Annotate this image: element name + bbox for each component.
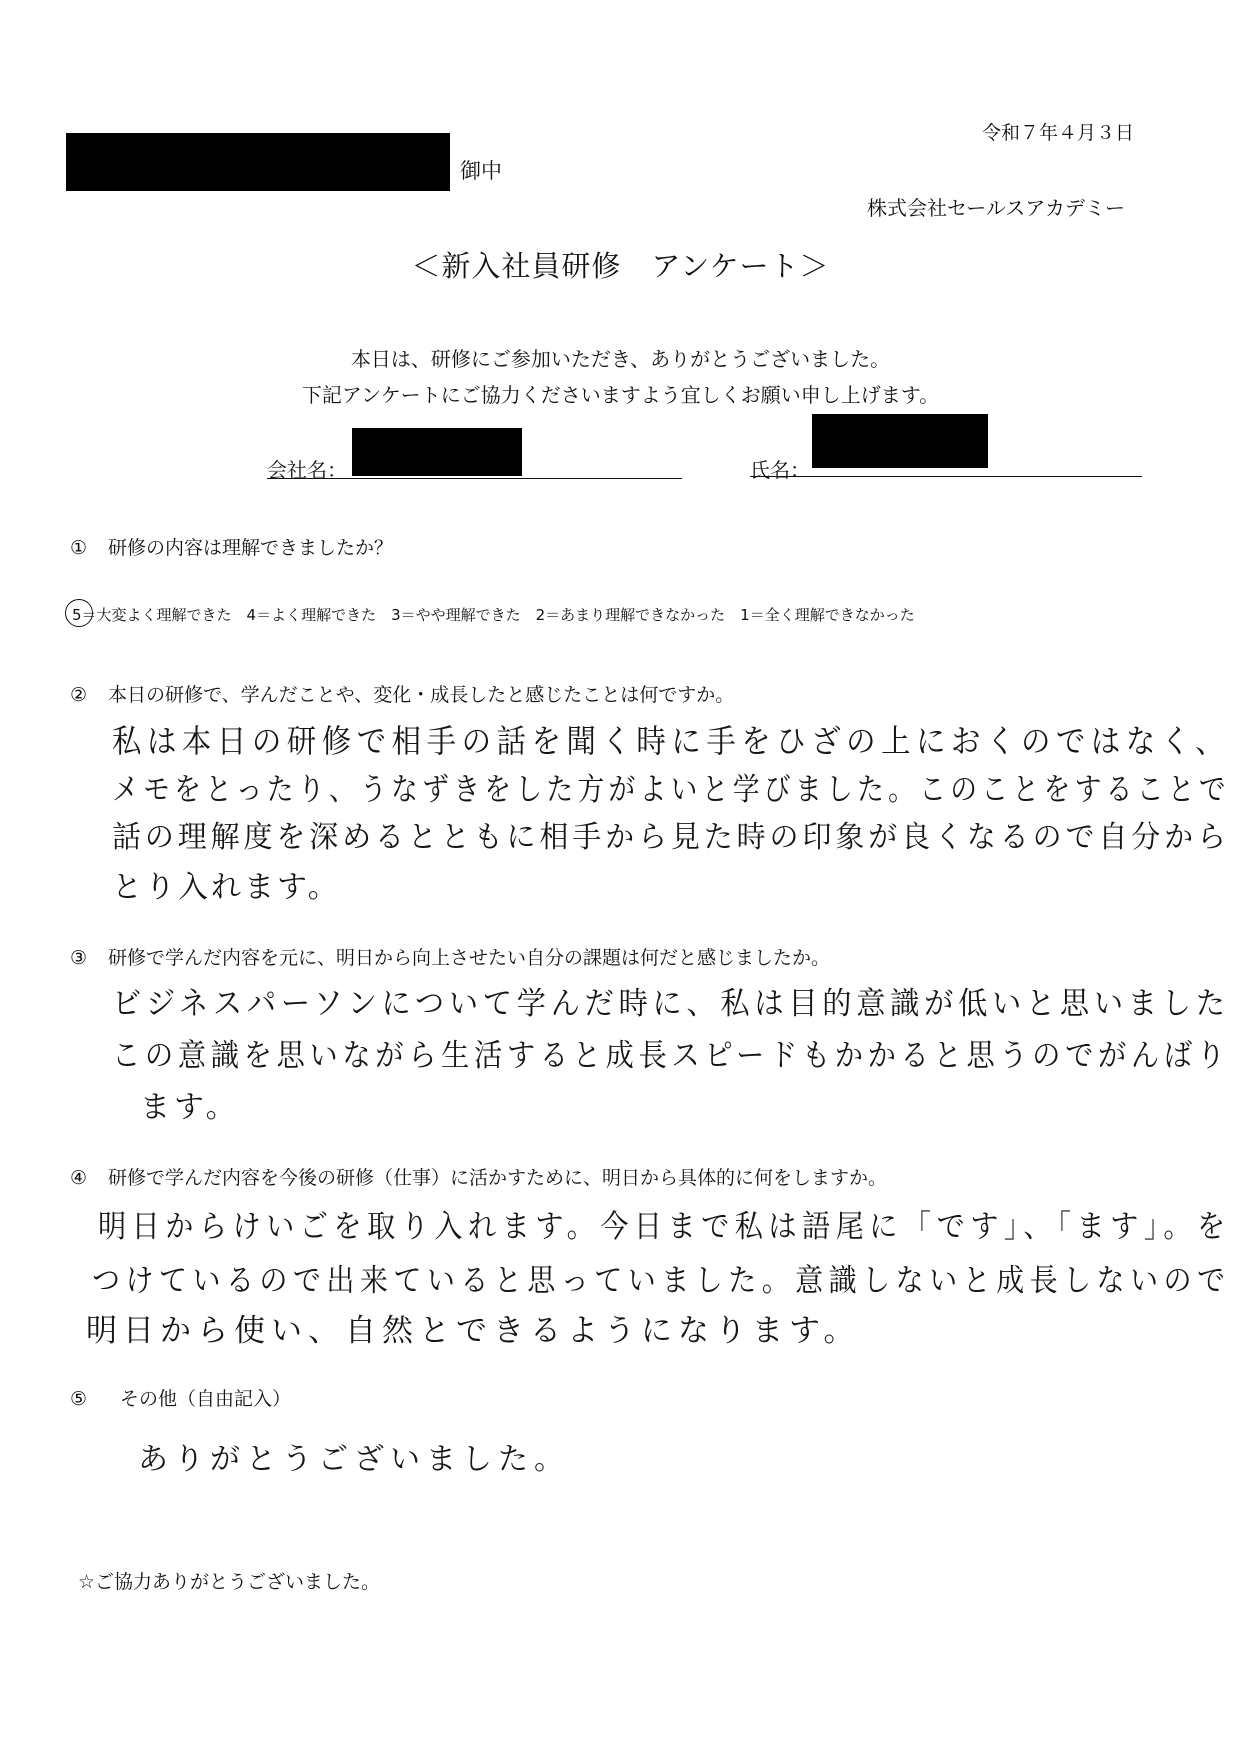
answer-4-line-2: つけているので出来ていると思っていました。意識しないと成長しないので: [92, 1263, 1231, 1299]
intro-line-1: 本日は、研修にご参加いただき、ありがとうございました。: [350, 347, 891, 371]
question-5-number: ⑤: [70, 1388, 88, 1410]
redacted-name: [812, 414, 988, 468]
answer-4-line-1: 明日からけいごを取り入れます。今日まで私は語尾に「です」、「ます」。を: [98, 1209, 1231, 1245]
redacted-recipient: [66, 133, 450, 191]
name-label: 氏名：: [750, 458, 810, 482]
intro-line-2: 下記アンケートにご協力くださいますよう宜しくお願い申し上げます。: [301, 383, 940, 407]
question-3-text: 研修で学んだ内容を元に、明日から向上させたい自分の課題は何だと感じましたか。: [108, 947, 831, 969]
answer-3-line-1: ビジネスパーソンについて学んだ時に、私は目的意識が低いと思いました: [112, 986, 1230, 1022]
recipient-suffix: 御中: [460, 159, 502, 183]
name-underline: [750, 476, 1142, 477]
question-5-text: その他（自由記入）: [120, 1388, 292, 1410]
question-3-number: ③: [70, 947, 88, 969]
sender-company: 株式会社セールスアカデミー: [867, 196, 1125, 220]
question-4-number: ④: [70, 1167, 88, 1189]
question-2-text: 本日の研修で、学んだことや、変化・成長したと感じたことは何ですか。: [108, 684, 735, 706]
question-4-text: 研修で学んだ内容を今後の研修（仕事）に活かすために、明日から具体的に何をしますか。: [108, 1167, 888, 1189]
redacted-company: [352, 428, 522, 476]
answer-4-line-3: 明日から使い、自然とできるようになります。: [86, 1313, 861, 1349]
answer-2-line-4: とり入れます。: [112, 870, 341, 905]
question-3: [70, 943, 830, 970]
question-1: [70, 533, 393, 560]
question-2: [70, 680, 734, 707]
rating-scale: 5＝大変よく理解できた 4＝よく理解できた 3＝やや理解できた 2＝あまり理解できなかった 1＝全く理解できなかった: [72, 606, 915, 624]
company-label: 会社名：: [267, 458, 347, 482]
survey-title: ＜新入社員研修 アンケート＞: [411, 249, 830, 283]
answer-2-line-1: 私は本日の研修で相手の話を聞く時に手をひざの上におくのではなく、: [112, 722, 1231, 760]
answer-5-line-1: ありがとうございました。: [138, 1442, 570, 1477]
company-underline: [267, 478, 682, 479]
answer-2-line-3: 話の理解度を深めるとともに相手から見た時の印象が良くなるので自分から: [112, 820, 1230, 855]
question-1-text: 研修の内容は理解できましたか？: [108, 537, 394, 559]
question-5: [70, 1384, 291, 1411]
question-1-number: ①: [70, 537, 88, 559]
answer-3-line-2: この意識を思いながら生活すると成長スピードもかかると思うのでがんばり: [112, 1038, 1230, 1074]
question-2-number: ②: [70, 684, 88, 706]
answer-2-line-2: メモをとったり、うなずきをした方がよいと学びました。このことをすることで: [112, 772, 1230, 808]
question-4: [70, 1163, 887, 1190]
footer-thanks: ☆ご協力ありがとうございました。: [78, 1571, 381, 1593]
answer-3-line-3: ます。: [140, 1090, 240, 1125]
document-date: 令和７年４月３日: [982, 122, 1135, 144]
